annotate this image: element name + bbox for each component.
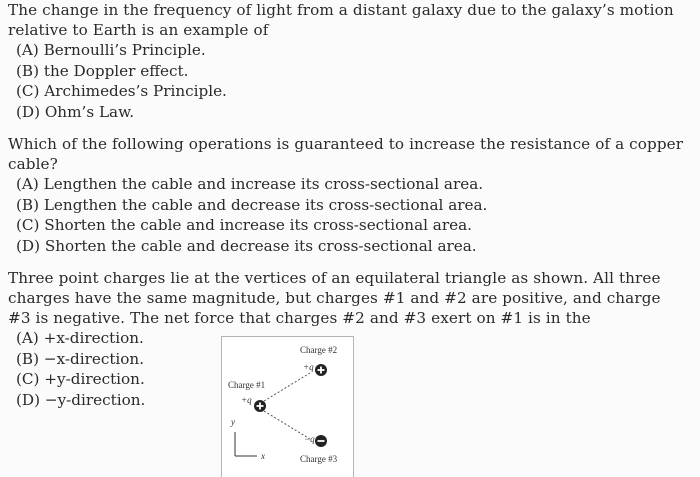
- question-1: [8, 0, 688, 122]
- charge-1-symbol: [254, 400, 266, 412]
- charge-triangle-figure: [221, 336, 354, 477]
- option-d[interactable]: (D) Ohm’s Law.: [16, 102, 135, 121]
- charge-3-symbol: [315, 435, 327, 447]
- charge-1-value: +q: [241, 395, 252, 405]
- question-stem: Which of the following operations is guaranteed to increase the resistance of a copper cable?: [8, 135, 684, 173]
- option-list: [8, 174, 688, 256]
- option-a[interactable]: (A) Lengthen the cable and increase its cross-sectional area.: [16, 175, 484, 193]
- charge-1-label: Charge #1: [228, 380, 266, 390]
- option-b[interactable]: (B) the Doppler effect.: [16, 61, 189, 80]
- charge-2-value: +q: [303, 362, 314, 372]
- charge-2-label: Charge #2: [300, 345, 338, 355]
- option-b[interactable]: (B) Lengthen the cable and decrease its cross-sectional area.: [16, 195, 488, 214]
- option-c[interactable]: (C) +y-direction.: [16, 370, 145, 388]
- option-c[interactable]: (C) Shorten the cable and increase its cross-sectional area.: [16, 216, 472, 234]
- charge-3-value: −q: [304, 434, 315, 444]
- question-2: [8, 134, 688, 256]
- charge-2-symbol: [315, 364, 327, 376]
- side-1-2: [264, 373, 310, 401]
- charge-3-label: Charge #3: [300, 454, 338, 464]
- option-c[interactable]: (C) Archimedes’s Principle.: [16, 82, 227, 100]
- option-b[interactable]: (B) −x-direction.: [16, 349, 145, 368]
- option-list: [8, 40, 688, 122]
- triangle-sides: [264, 373, 310, 439]
- axes: [235, 432, 257, 456]
- question-stem: Three point charges lie at the vertices of an equilateral triangle as shown. All three charges have the same magnitude, but charges #1 and #2 are positive, and charge #3 is negative. The net force that charges #2 and #3 exert on #1 is in the: [8, 269, 661, 327]
- option-a[interactable]: (A) Bernoulli’s Principle.: [16, 41, 206, 59]
- question-stem: The change in the frequency of light from a distant galaxy due to the galaxy’s motion relative to Earth is an example of: [8, 1, 674, 39]
- option-d[interactable]: (D) Shorten the cable and decrease its cross-sectional area.: [16, 236, 477, 255]
- option-a[interactable]: (A) +x-direction.: [16, 329, 144, 347]
- x-axis-label: x: [261, 451, 265, 461]
- y-axis-label: y: [231, 417, 235, 427]
- option-d[interactable]: (D) −y-direction.: [16, 390, 146, 409]
